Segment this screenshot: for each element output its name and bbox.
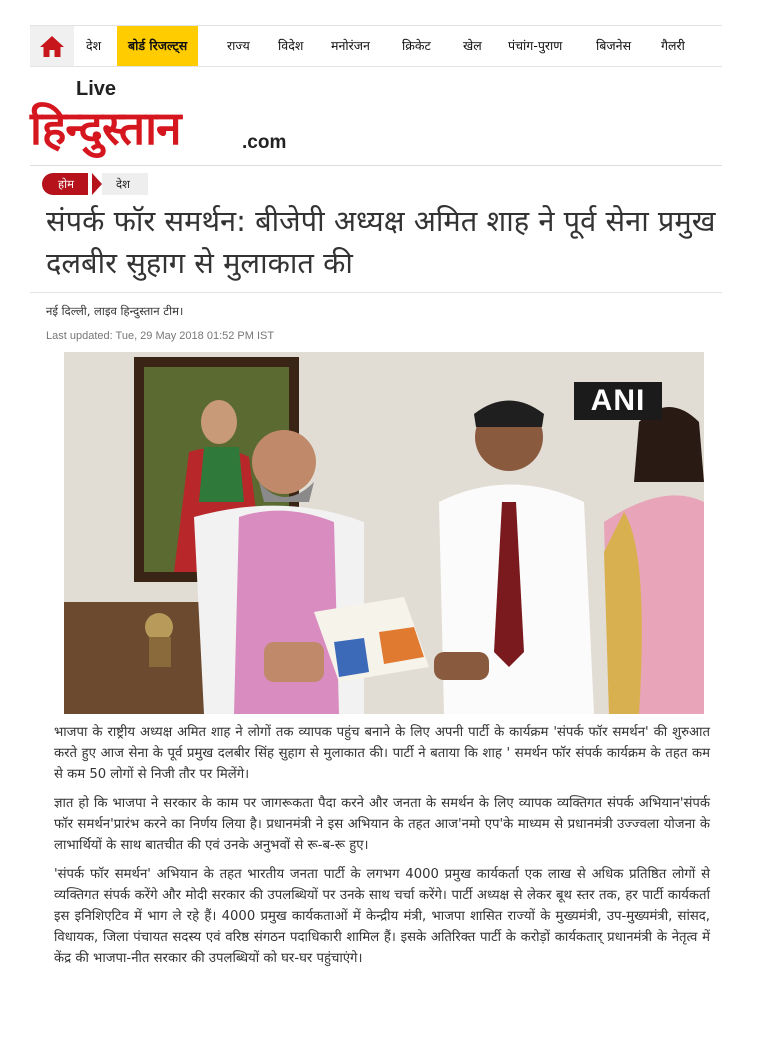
nav-item-videsh[interactable]: विदेश [278,38,304,53]
site-logo[interactable] [30,78,310,160]
nav-item-manoranjan[interactable]: मनोरंजन [331,38,370,53]
article-body [54,722,710,977]
nav-item-panchang[interactable]: पंचांग-पुराण [508,38,563,53]
nav-item-cricket[interactable]: क्रिकेट [402,38,431,53]
logo-live-text: Live [76,78,117,100]
nav-item-desh[interactable]: देश [86,38,102,53]
home-icon [39,34,65,58]
top-nav [30,25,722,67]
nav-item-gallery[interactable]: गैलरी [661,38,685,53]
ani-watermark: ANI [574,382,662,420]
last-updated: Last updated: Tue, 29 May 2018 01:52 PM IST [46,330,275,342]
logo-main-text: हिन्दुस्तान [30,101,181,155]
home-nav-button[interactable] [30,26,74,66]
breadcrumb-section[interactable]: देश [102,173,148,195]
article-paragraph: भाजपा के राष्ट्रीय अध्यक्ष अमित शाह ने लोगों तक व्यापक पहुंच बनाने के लिए अपनी पार्टी के कार्यक्रम 'संपर्क फॉर समर्थन' की शुरुआत करते हुए आज सेना के पूर्व प्रमुख दलबीर सिंह सुहाग से मुलाकात की। पार्टी ने बताया कि शाह ' समर्थन फॉर संपर्क कार्यक्रम के तहत कम से कम 50 लोगों से निजी तौर पर मिलेंगे। [54,725,710,782]
nav-item-rajya[interactable]: राज्य [227,38,250,53]
article-byline: नई दिल्ली, लाइव हिन्दुस्तान टीम। [46,304,184,318]
article-paragraph: ज्ञात हो कि भाजपा ने सरकार के काम पर जागरूकता पैदा करने और जनता के समर्थन के लिए व्यापक व्यक्तिगत संपर्क अभियान'संपर्क फॉर समर्थन'प्रारंभ करने का निर्णय लिया है। प्रधानमंत्री ने इस अभियान के तहत आज'नमो एप'के माध्यम से प्रधानमंत्री उज्ज्वला योजना के लाभार्थियों के साथ बातचीत की एवं उनके अनुभवों से रू-ब-रू हुए। [54,796,710,853]
article-photo [46,352,718,714]
nav-item-khel[interactable]: खेल [463,38,482,53]
article-headline: संपर्क फॉर समर्थन: बीजेपी अध्यक्ष अमित शाह ने पूर्व सेना प्रमुख दलबीर सुहाग से मुलाकात की [46,204,716,280]
photo-frame [64,352,704,714]
header-divider [30,165,722,166]
nav-item-business[interactable]: बिजनेस [596,38,632,53]
nav-item-board-results[interactable]: बोर्ड रिजल्ट्स [117,26,198,66]
headline-divider [30,292,722,293]
logo-com-text: .com [242,132,287,153]
breadcrumb-home[interactable]: होम [42,173,88,195]
breadcrumb-arrow [92,173,102,195]
article-paragraph: 'संपर्क फॉर समर्थन' अभियान के तहत भारतीय जनता पार्टी के लगभग 4000 प्रमुख कार्यकर्ता एक लाख से अधिक प्रतिष्ठित लोगों से व्यक्तिगत संपर्क करेंगे और मोदी सरकार की उपलब्धियों पर उनके साथ चर्चा करेंगे। पार्टी अध्यक्ष से लेकर बूथ स्तर तक, हर पार्टी कार्यकर्ता इस इनिशिएटिव में भाग ले रहे हैं। 4000 प्रमुख कार्यकताओं में केन्द्रीय मंत्री, भाजपा शासित राज्यों के मुख्यमंत्री, उप-मुख्यमंत्री, सांसद, विधायक, जिला पंचायत सदस्य एवं वरिष्ठ संगठन पदाधिकारी शामिल हैं। इसके अतिरिक्त पार्टी के करोड़ों कार्यकतार् प्रधानमंत्री के नेतृत्व में केंद्र की भाजपा-नीत सरकार की उपलब्धियों को घर-घर पहुंचाएंगे। [54,867,710,966]
